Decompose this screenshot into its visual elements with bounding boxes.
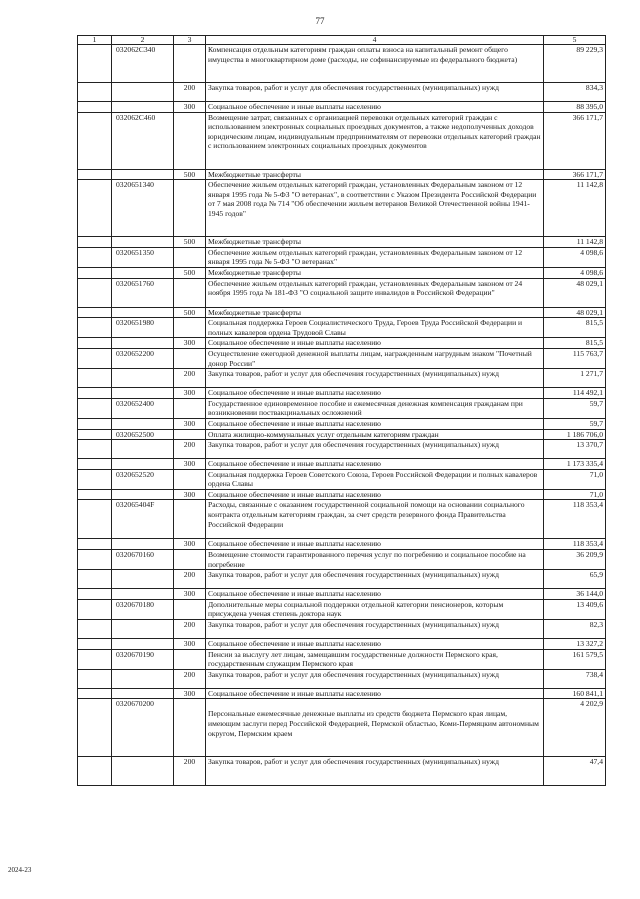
cell-amount: 815,5	[544, 338, 606, 349]
cell-item-name: Межбюджетные трансферты	[206, 169, 544, 180]
cell-target-code: 032062С460	[112, 112, 174, 169]
cell-empty	[78, 649, 112, 669]
cell-expense-type: 500	[174, 169, 206, 180]
cell-empty	[78, 102, 112, 113]
cell-item-name: Социальное обеспечение и иные выплаты населению	[206, 539, 544, 550]
cell-expense-type	[174, 699, 206, 757]
cell-item-name: Обеспечение жильем отдельных категорий граждан, установленных Федеральным законом от 12 января 1995 года № 5-ФЗ "О ветеранах"	[206, 247, 544, 267]
table-row	[78, 83, 606, 102]
cell-amount: 11 142,8	[544, 180, 606, 237]
table-row	[78, 440, 606, 459]
cell-item-name: Возмещение стоимости гарантированного перечня услуг по погребению и социальное пособие на погребение	[206, 550, 544, 570]
cell-expense-type	[174, 550, 206, 570]
cell-amount: 13 370,7	[544, 440, 606, 459]
cell-expense-type: 300	[174, 589, 206, 600]
header-col-4: 4	[206, 36, 544, 45]
table-row	[78, 102, 606, 113]
cell-empty	[78, 338, 112, 349]
cell-target-code: 0320670180	[112, 599, 174, 619]
table-row	[78, 620, 606, 639]
cell-item-name: Возмещение затрат, связанных с организацией перевозки отдельных категорий граждан с использованием электронных социальных проездных документов, а также недополученных доходов юридическим лицам, индивидуальным предпринимателям от перевозки отдельных категорий граждан с использованием электронных социальных проездных документов	[206, 112, 544, 169]
cell-expense-type: 300	[174, 388, 206, 399]
table-row	[78, 459, 606, 470]
cell-item-name: Социальное обеспечение и иные выплаты населению	[206, 418, 544, 429]
cell-amount: 4 098,6	[544, 247, 606, 267]
cell-target-code: 032065404F	[112, 500, 174, 539]
table-row	[78, 112, 606, 169]
cell-item-name: Социальное обеспечение и иные выплаты населению	[206, 639, 544, 650]
table-row	[78, 429, 606, 440]
cell-amount: 1 186 706,0	[544, 429, 606, 440]
cell-expense-type: 200	[174, 83, 206, 102]
cell-item-name: Социальное обеспечение и иные выплаты населению	[206, 688, 544, 699]
table-row	[78, 639, 606, 650]
cell-target-code: 0320651980	[112, 318, 174, 338]
header-col-2: 2	[112, 36, 174, 45]
cell-expense-type: 300	[174, 639, 206, 650]
cell-empty	[78, 570, 112, 589]
header-col-1: 1	[78, 36, 112, 45]
header-col-3: 3	[174, 36, 206, 45]
cell-expense-type: 200	[174, 669, 206, 688]
cell-empty	[78, 169, 112, 180]
cell-amount: 815,5	[544, 318, 606, 338]
cell-expense-type	[174, 398, 206, 418]
table-row	[78, 469, 606, 489]
cell-target-code	[112, 440, 174, 459]
cell-amount: 118 353,4	[544, 500, 606, 539]
cell-empty	[78, 699, 112, 757]
cell-empty	[78, 589, 112, 600]
cell-expense-type	[174, 45, 206, 83]
cell-empty	[78, 500, 112, 539]
table-row	[78, 500, 606, 539]
table-row	[78, 318, 606, 338]
cell-item-name: Социальное обеспечение и иные выплаты населению	[206, 388, 544, 399]
cell-amount: 59,7	[544, 418, 606, 429]
cell-item-name: Обеспечение жильем отдельных категорий граждан, установленных Федеральным законом от 12 января 1995 года № 5-ФЗ "О ветеранах", в соответствии с Указом Президента Российской Федерации от 7 мая 2008 года № 714 "Об обеспечении жильем ветеранов Великой Отечественной войны 1941-1945 годов"	[206, 180, 544, 237]
cell-item-name: Межбюджетные трансферты	[206, 237, 544, 248]
cell-empty	[78, 318, 112, 338]
cell-amount: 48 029,1	[544, 307, 606, 318]
table-row	[78, 338, 606, 349]
cell-empty	[78, 489, 112, 500]
cell-expense-type: 500	[174, 307, 206, 318]
cell-amount: 36 209,9	[544, 550, 606, 570]
cell-empty	[78, 369, 112, 388]
table-row	[78, 589, 606, 600]
table-row	[78, 348, 606, 368]
cell-target-code	[112, 757, 174, 786]
cell-item-name: Обеспечение жильем отдельных категорий граждан, установленных Федеральным законом от 24 ноября 1995 года № 181-ФЗ "О социальной защите инвалидов в Российской Федерации"	[206, 278, 544, 307]
cell-item-name: Социальная поддержка Героев Социалистического Труда, Героев Труда Российской Федерации и полных кавалеров ордена Трудовой Славы	[206, 318, 544, 338]
cell-empty	[78, 267, 112, 278]
cell-target-code	[112, 688, 174, 699]
cell-target-code	[112, 489, 174, 500]
cell-item-name: Закупка товаров, работ и услуг для обеспечения государственных (муниципальных) нужд	[206, 83, 544, 102]
cell-empty	[78, 180, 112, 237]
budget-table	[77, 35, 606, 786]
cell-item-name: Персональные ежемесячные денежные выплаты из средств бюджета Пермского края лицам, имеющим заслуги перед Российской Федерацией, Пермской областью, Коми-Пермяцким автономным округом, Пермским краем	[206, 699, 544, 757]
table-row	[78, 398, 606, 418]
table-row	[78, 649, 606, 669]
cell-expense-type: 300	[174, 489, 206, 500]
cell-amount: 118 353,4	[544, 539, 606, 550]
cell-target-code: 032062С340	[112, 45, 174, 83]
cell-amount: 366 171,7	[544, 112, 606, 169]
cell-empty	[78, 688, 112, 699]
cell-expense-type	[174, 180, 206, 237]
cell-target-code	[112, 369, 174, 388]
cell-expense-type: 300	[174, 338, 206, 349]
table-row	[78, 278, 606, 307]
cell-expense-type: 200	[174, 620, 206, 639]
table-row	[78, 699, 606, 757]
table-row	[78, 180, 606, 237]
cell-target-code	[112, 169, 174, 180]
cell-amount: 71,0	[544, 489, 606, 500]
cell-target-code: 0320651350	[112, 247, 174, 267]
cell-amount: 71,0	[544, 469, 606, 489]
table-header-row	[78, 36, 606, 45]
table-row	[78, 418, 606, 429]
cell-target-code: 0320670190	[112, 649, 174, 669]
page-number: 77	[315, 16, 325, 26]
cell-amount: 59,7	[544, 398, 606, 418]
cell-amount: 834,3	[544, 83, 606, 102]
cell-expense-type	[174, 469, 206, 489]
cell-empty	[78, 237, 112, 248]
cell-amount: 114 492,1	[544, 388, 606, 399]
cell-empty	[78, 112, 112, 169]
cell-amount: 47,4	[544, 757, 606, 786]
cell-item-name: Оплата жилищно-коммунальных услуг отдельным категориям граждан	[206, 429, 544, 440]
cell-empty	[78, 599, 112, 619]
cell-empty	[78, 247, 112, 267]
cell-amount: 115 763,7	[544, 348, 606, 368]
cell-amount: 36 144,0	[544, 589, 606, 600]
cell-amount: 161 579,5	[544, 649, 606, 669]
cell-expense-type: 500	[174, 237, 206, 248]
cell-target-code: 0320651760	[112, 278, 174, 307]
cell-item-name: Осуществление ежегодной денежной выплаты лицам, награжденным нагрудным знаком "Почетный донор России"	[206, 348, 544, 368]
cell-target-code	[112, 307, 174, 318]
cell-amount: 160 841,1	[544, 688, 606, 699]
cell-expense-type	[174, 348, 206, 368]
cell-empty	[78, 639, 112, 650]
table-row	[78, 669, 606, 688]
table-row	[78, 369, 606, 388]
cell-amount: 738,4	[544, 669, 606, 688]
table-row	[78, 550, 606, 570]
cell-expense-type	[174, 429, 206, 440]
cell-expense-type: 300	[174, 418, 206, 429]
cell-expense-type	[174, 112, 206, 169]
cell-empty	[78, 398, 112, 418]
cell-expense-type: 200	[174, 570, 206, 589]
cell-empty	[78, 83, 112, 102]
cell-expense-type	[174, 278, 206, 307]
header-col-5: 5	[544, 36, 606, 45]
cell-item-name: Закупка товаров, работ и услуг для обеспечения государственных (муниципальных) нужд	[206, 669, 544, 688]
table-row	[78, 169, 606, 180]
cell-target-code: 0320652400	[112, 398, 174, 418]
table-row	[78, 688, 606, 699]
cell-target-code	[112, 237, 174, 248]
cell-expense-type: 300	[174, 688, 206, 699]
cell-target-code	[112, 418, 174, 429]
table-row	[78, 247, 606, 267]
cell-amount: 366 171,7	[544, 169, 606, 180]
cell-expense-type	[174, 500, 206, 539]
cell-target-code	[112, 669, 174, 688]
cell-item-name: Пенсии за выслугу лет лицам, замещавшим государственные должности Пермского края, государственным служащим Пермского края	[206, 649, 544, 669]
cell-empty	[78, 307, 112, 318]
cell-item-name: Закупка товаров, работ и услуг для обеспечения государственных (муниципальных) нужд	[206, 757, 544, 786]
cell-amount: 48 029,1	[544, 278, 606, 307]
cell-item-name: Дополнительные меры социальной поддержки отдельной категории пенсионеров, которым присуждена ученая степень доктора наук	[206, 599, 544, 619]
cell-item-name: Социальное обеспечение и иные выплаты населению	[206, 589, 544, 600]
cell-item-name: Межбюджетные трансферты	[206, 267, 544, 278]
cell-item-name: Государственное единовременное пособие и ежемесячная денежная компенсация гражданам при возникновении поствакцинальных осложнений	[206, 398, 544, 418]
cell-amount: 13 409,6	[544, 599, 606, 619]
cell-target-code	[112, 267, 174, 278]
cell-item-name: Закупка товаров, работ и услуг для обеспечения государственных (муниципальных) нужд	[206, 440, 544, 459]
cell-item-name: Компенсация отдельным категориям граждан оплаты взноса на капитальный ремонт общего имущества в многоквартирном доме (расходы, не софинансируемые из федерального бюджета)	[206, 45, 544, 83]
cell-item-name: Социальное обеспечение и иные выплаты населению	[206, 489, 544, 500]
footer-code: 2024-23	[8, 866, 32, 874]
cell-amount: 4 098,6	[544, 267, 606, 278]
table-row	[78, 237, 606, 248]
table-row	[78, 489, 606, 500]
cell-expense-type	[174, 599, 206, 619]
table-row	[78, 388, 606, 399]
cell-empty	[78, 669, 112, 688]
cell-target-code	[112, 338, 174, 349]
cell-empty	[78, 388, 112, 399]
cell-target-code	[112, 459, 174, 470]
table-body	[78, 45, 606, 786]
cell-expense-type	[174, 649, 206, 669]
cell-amount: 1 173 335,4	[544, 459, 606, 470]
cell-expense-type: 300	[174, 459, 206, 470]
cell-target-code	[112, 589, 174, 600]
cell-empty	[78, 620, 112, 639]
cell-item-name: Закупка товаров, работ и услуг для обеспечения государственных (муниципальных) нужд	[206, 369, 544, 388]
cell-expense-type: 300	[174, 102, 206, 113]
cell-item-name: Закупка товаров, работ и услуг для обеспечения государственных (муниципальных) нужд	[206, 570, 544, 589]
cell-amount: 13 327,2	[544, 639, 606, 650]
cell-empty	[78, 539, 112, 550]
cell-amount: 88 395,0	[544, 102, 606, 113]
cell-item-name: Расходы, связанные с оказанием государственной социальной помощи на основании социального контракта отдельным категориям граждан, за счет средств резервного фонда Правительства Российской Федерации	[206, 500, 544, 539]
cell-target-code	[112, 83, 174, 102]
cell-target-code: 0320652520	[112, 469, 174, 489]
table-row	[78, 307, 606, 318]
cell-target-code	[112, 388, 174, 399]
cell-expense-type: 200	[174, 369, 206, 388]
cell-target-code	[112, 570, 174, 589]
cell-amount: 65,9	[544, 570, 606, 589]
cell-amount: 11 142,8	[544, 237, 606, 248]
cell-empty	[78, 45, 112, 83]
cell-amount: 4 202,9	[544, 699, 606, 757]
cell-expense-type	[174, 318, 206, 338]
table-row	[78, 757, 606, 786]
cell-expense-type: 500	[174, 267, 206, 278]
cell-empty	[78, 418, 112, 429]
cell-empty	[78, 429, 112, 440]
cell-expense-type: 300	[174, 539, 206, 550]
cell-target-code: 0320651340	[112, 180, 174, 237]
cell-empty	[78, 440, 112, 459]
cell-item-name: Закупка товаров, работ и услуг для обеспечения государственных (муниципальных) нужд	[206, 620, 544, 639]
cell-expense-type: 200	[174, 440, 206, 459]
cell-empty	[78, 757, 112, 786]
cell-empty	[78, 459, 112, 470]
cell-target-code: 0320670200	[112, 699, 174, 757]
table-row	[78, 267, 606, 278]
cell-item-name: Межбюджетные трансферты	[206, 307, 544, 318]
cell-expense-type	[174, 247, 206, 267]
cell-empty	[78, 550, 112, 570]
table-row	[78, 570, 606, 589]
cell-empty	[78, 469, 112, 489]
cell-target-code: 0320652500	[112, 429, 174, 440]
cell-target-code	[112, 102, 174, 113]
cell-target-code	[112, 620, 174, 639]
cell-target-code	[112, 639, 174, 650]
cell-target-code	[112, 539, 174, 550]
cell-empty	[78, 348, 112, 368]
cell-amount: 89 229,3	[544, 45, 606, 83]
table-row	[78, 539, 606, 550]
cell-expense-type: 200	[174, 757, 206, 786]
cell-item-name: Социальная поддержка Героев Советского Союза, Героев Российской Федерации и полных кавалеров ордена Славы	[206, 469, 544, 489]
cell-amount: 82,3	[544, 620, 606, 639]
cell-item-name: Социальное обеспечение и иные выплаты населению	[206, 102, 544, 113]
cell-item-name: Социальное обеспечение и иные выплаты населению	[206, 338, 544, 349]
table-row	[78, 599, 606, 619]
cell-item-name: Социальное обеспечение и иные выплаты населению	[206, 459, 544, 470]
cell-amount: 1 271,7	[544, 369, 606, 388]
cell-empty	[78, 278, 112, 307]
cell-target-code: 0320670160	[112, 550, 174, 570]
cell-target-code: 0320652200	[112, 348, 174, 368]
table-row	[78, 45, 606, 83]
